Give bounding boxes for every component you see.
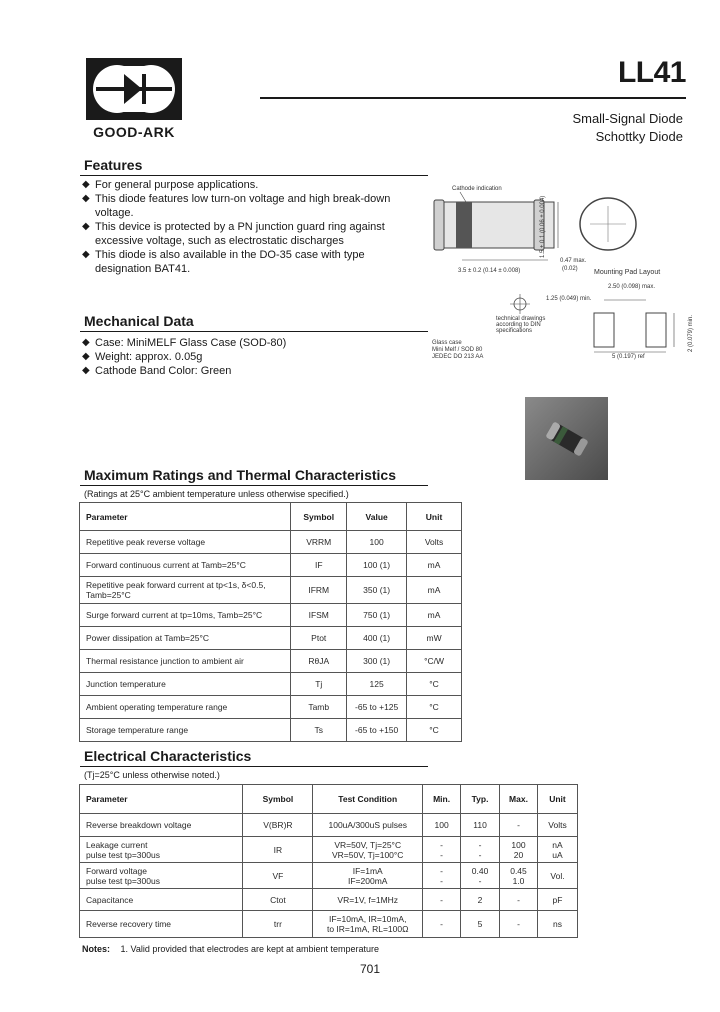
table-cell: - - [423,837,461,863]
table-cell: Surge forward current at tp=10ms, Tamb=25°C [80,604,291,627]
table-cell: 110 [461,814,500,837]
diode-logo-icon [86,58,182,120]
table-cell: - - [423,863,461,889]
table-cell: mA [407,577,462,604]
column-header: Unit [537,785,577,814]
table-cell: mW [407,627,462,650]
part-number: LL41 [617,56,686,89]
table-row [80,531,462,554]
table-cell: - - [461,837,500,863]
mechanical-rule [80,331,428,332]
glass-case-line-2: Mini Melf / SOD 80 [432,347,483,353]
table-cell: °C [407,719,462,742]
column-header: Unit [407,503,462,531]
table-cell: Ts [291,719,347,742]
mechanical-list [82,336,404,378]
table-cell: 100 [423,814,461,837]
notes-label: Notes: [82,944,111,954]
table-cell: Reverse recovery time [80,911,243,938]
mounting-pad-left [594,313,614,347]
table-cell: 300 (1) [347,650,407,673]
column-header: Min. [423,785,461,814]
pad-dimension-width: 1.25 (0.049) min. [546,296,592,302]
table-cell: Ptot [291,627,347,650]
table-cell: - [500,911,538,938]
list-item: ◆ This device is protected by a PN junction guard ring against excessive voltage, such as electrostatic discharges [82,221,385,247]
table-row [80,650,462,673]
electrical-condition: (Tj=25°C unless otherwise noted.) [84,770,220,780]
brand-logo [86,58,182,120]
table-row [80,837,578,863]
table-cell: -65 to +150 [347,719,407,742]
table-cell: nA uA [537,837,577,863]
column-header: Symbol [291,503,347,531]
column-header: Symbol [243,785,313,814]
cathode-label: Cathode indication [452,186,502,192]
electrical-rule [80,766,428,767]
table-row [80,719,462,742]
table-cell: Vol. [537,863,577,889]
table-cell: 5 [461,911,500,938]
list-item: ◆ For general purpose applications. [82,179,259,191]
table-cell: Forward voltage pulse test tp=300us [80,863,243,889]
table-cell: - [500,814,538,837]
table-cell: Storage temperature range [80,719,291,742]
electrical-heading: Electrical Characteristics [84,748,252,764]
table-cell: mA [407,604,462,627]
table-cell: Tamb [291,696,347,719]
table-cell: - [423,889,461,911]
notes [82,944,379,954]
table-cell: 125 [347,673,407,696]
table-cell: - [500,889,538,911]
diameter-dimension: 1.5 ± 0.1 (0.06 ± 0.004) [540,195,546,258]
table-row [80,863,578,889]
pad-dimension-ref: 5 (0.197) ref [612,354,645,360]
table-row [80,889,578,911]
table-cell: °C [407,696,462,719]
column-header: Parameter [80,503,291,531]
table-cell: Repetitive peak reverse voltage [80,531,291,554]
table-cell: IF [291,554,347,577]
list-item: ◆ This diode features low turn-on voltage and high break-down voltage. [82,193,391,219]
pad-dimension-top: 2.50 (0.098) max. [608,284,656,290]
table-row [80,911,578,938]
list-item: ◆ Case: MiniMELF Glass Case (SOD-80) [82,337,287,349]
table-cell: Ctot [243,889,313,911]
header-rule [260,97,686,99]
table-row [80,696,462,719]
pad-layout-title: Mounting Pad Layout [594,269,661,276]
ratings-heading: Maximum Ratings and Thermal Characteristics [84,467,396,483]
table-cell: Thermal resistance junction to ambient air [80,650,291,673]
glass-case-line-1: Glass case [432,340,462,346]
tech-note-1: technical drawings [496,316,546,322]
tech-note-3: specifications [496,328,533,334]
table-cell: V(BR)R [243,814,313,837]
table-row [80,814,578,837]
table-cell: Volts [537,814,577,837]
table-cell: 100 [347,531,407,554]
mounting-pad-right [646,313,666,347]
glass-case-line-3: JEDEC DO 213 AA [432,354,484,360]
list-item: ◆ Weight: approx. 0.05g [82,351,203,363]
pad-dimension-height: 2 (0.079) min. [688,314,694,352]
table-cell: VR=50V, Tj=25°C VR=50V, Tj=100°C [313,837,423,863]
features-heading: Features [84,157,143,173]
tech-note-2: according to DIN [496,322,541,328]
table-cell: 100 20 [500,837,538,863]
table-cell: Repetitive peak forward current at tp<1s, δ<0.5, Tamb=25°C [80,577,291,604]
electrical-table [79,784,578,938]
table-cell: Power dissipation at Tamb=25°C [80,627,291,650]
table-cell: Tj [291,673,347,696]
table-cell: 0.40 - [461,863,500,889]
table-cell: °C [407,673,462,696]
column-header: Typ. [461,785,500,814]
list-item: ◆ Cathode Band Color: Green [82,365,232,377]
table-cell: IFSM [291,604,347,627]
table-row [80,627,462,650]
table-header-row [80,785,578,814]
table-cell: 100 (1) [347,554,407,577]
table-cell: VF [243,863,313,889]
table-cell: °C/W [407,650,462,673]
column-header: Max. [500,785,538,814]
table-row [80,604,462,627]
table-row [80,577,462,604]
table-cell: Reverse breakdown voltage [80,814,243,837]
features-list [82,178,404,276]
table-cell: IFRM [291,577,347,604]
table-cell: -65 to +125 [347,696,407,719]
cathode-band [456,202,472,248]
mechanical-heading: Mechanical Data [84,313,194,329]
table-cell: 400 (1) [347,627,407,650]
list-item: ◆ This diode is also available in the DO-35 case with type designation BAT41. [82,249,365,275]
table-cell: Volts [407,531,462,554]
table-cell: pF [537,889,577,911]
package-drawing [430,180,690,375]
column-header: Test Condition [313,785,423,814]
subtitle-small-signal: Small-Signal Diode [572,111,683,126]
table-cell: 0.45 1.0 [500,863,538,889]
table-cell: IF=10mA, IR=10mA, to IR=1mA, RL=100Ω [313,911,423,938]
table-cell: IF=1mA IF=200mA [313,863,423,889]
table-cell: 2 [461,889,500,911]
table-cell: RθJA [291,650,347,673]
subtitle-schottky: Schottky Diode [595,129,683,144]
ratings-table [79,502,462,742]
column-header: Parameter [80,785,243,814]
table-cell: VRRM [291,531,347,554]
notes-text: 1. Valid provided that electrodes are kept at ambient temperature [120,944,380,954]
ratings-rule [80,485,428,486]
diode-end-left [434,200,444,250]
minimelf-diode-image [525,397,608,480]
features-rule [80,175,428,176]
table-cell: 750 (1) [347,604,407,627]
table-cell: 350 (1) [347,577,407,604]
table-cell: Capacitance [80,889,243,911]
end-dimension: 0.47 max. [560,258,587,264]
table-header-row [80,503,462,531]
table-row [80,673,462,696]
column-header: Value [347,503,407,531]
table-cell: Ambient operating temperature range [80,696,291,719]
page-number: 701 [359,962,381,976]
table-cell: IR [243,837,313,863]
table-cell: trr [243,911,313,938]
table-cell: mA [407,554,462,577]
ratings-condition: (Ratings at 25°C ambient temperature unless otherwise specified.) [84,489,349,499]
table-cell: 100uA/300uS pulses [313,814,423,837]
length-dimension: 3.5 ± 0.2 (0.14 ± 0.008) [458,268,521,274]
table-cell: Forward continuous current at Tamb=25°C [80,554,291,577]
table-cell: VR=1V, f=1MHz [313,889,423,911]
table-cell: Leakage current pulse test tp=300us [80,837,243,863]
table-cell: Junction temperature [80,673,291,696]
end-dimension-inch: (0.02) [562,266,578,272]
table-cell: - [423,911,461,938]
table-row [80,554,462,577]
brand-name: GOOD-ARK [93,124,175,140]
product-photo [525,397,608,480]
table-cell: ns [537,911,577,938]
